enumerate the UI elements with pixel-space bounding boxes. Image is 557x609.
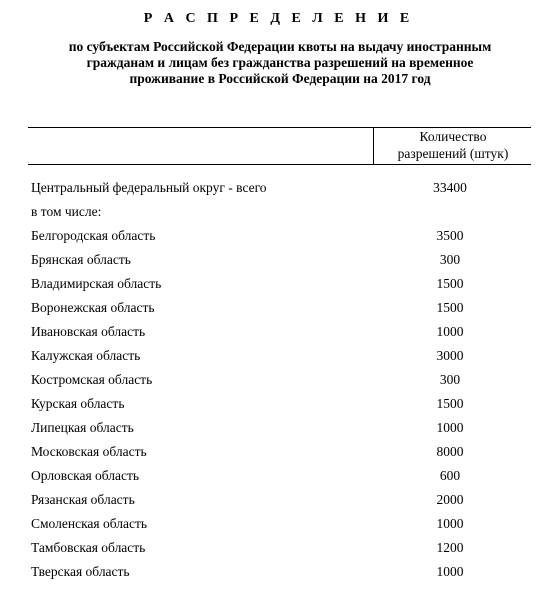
- permit-count: 1500: [436, 276, 464, 291]
- permit-count: 1000: [436, 420, 464, 435]
- region-name: Орловская область: [31, 468, 140, 483]
- table-row: [0, 488, 557, 512]
- subtitle-line: гражданам и лицам без гражданства разрешений на временное: [86, 55, 474, 70]
- region-name: Калужская область: [31, 348, 141, 363]
- table-row: [0, 536, 557, 560]
- column-header-line: Количество: [419, 129, 487, 144]
- region-name: Костромская область: [31, 372, 153, 387]
- region-name: Московская область: [31, 444, 147, 459]
- table-row: [0, 464, 557, 488]
- table-row: [0, 392, 557, 416]
- table-row: [0, 320, 557, 344]
- permit-count: 3000: [436, 348, 464, 363]
- permit-count: 2000: [436, 492, 464, 507]
- table-row: [0, 512, 557, 536]
- table-row: [0, 416, 557, 440]
- table-row: [0, 200, 557, 224]
- permit-count: 600: [439, 468, 461, 483]
- permit-count: 1000: [436, 564, 464, 579]
- region-name: Смоленская область: [31, 516, 148, 531]
- permit-count: 300: [439, 252, 461, 267]
- region-name: Рязанская область: [31, 492, 135, 507]
- permit-count: 1500: [436, 396, 464, 411]
- region-name: Владимирская область: [31, 276, 162, 291]
- quota-table-body: [0, 176, 557, 584]
- region-name: Тверская область: [31, 564, 130, 579]
- region-name: Центральный федеральный округ - всего: [31, 180, 267, 195]
- table-row: [0, 296, 557, 320]
- table-row: [0, 272, 557, 296]
- table-row: [0, 440, 557, 464]
- region-name: Ивановская область: [31, 324, 146, 339]
- permit-count: 300: [439, 372, 461, 387]
- table-row: [0, 224, 557, 248]
- column-header-line: разрешений (штук): [397, 146, 509, 161]
- table-header-rule: [28, 164, 531, 165]
- document-subtitle: [20, 39, 540, 87]
- subtitle-line: проживание в Российской Федерации на 2017 год: [129, 71, 431, 86]
- table-row: [0, 344, 557, 368]
- table-row: [0, 368, 557, 392]
- permit-count: 3500: [436, 228, 464, 243]
- permit-count: 1200: [436, 540, 464, 555]
- permit-count: 33400: [433, 180, 467, 195]
- region-name: Брянская область: [31, 252, 131, 267]
- region-name: Тамбовская область: [31, 540, 146, 555]
- table-row: [0, 560, 557, 584]
- document-title: Р А С П Р Е Д Е Л Е Н И Е: [143, 11, 414, 26]
- region-name: Курская область: [31, 396, 125, 411]
- permit-count: 8000: [436, 444, 464, 459]
- permit-count: 1000: [436, 324, 464, 339]
- region-name: Белгородская область: [31, 228, 156, 243]
- subtitle-line: по субъектам Российской Федерации квоты на выдачу иностранным: [68, 39, 492, 54]
- column-header-quantity: [374, 128, 532, 162]
- permit-count: 1000: [436, 516, 464, 531]
- permit-count: 1500: [436, 300, 464, 315]
- region-name: в том числе:: [31, 204, 102, 219]
- region-name: Липецкая область: [31, 420, 134, 435]
- region-name: Воронежская область: [31, 300, 155, 315]
- table-row: [0, 248, 557, 272]
- table-row: [0, 176, 557, 200]
